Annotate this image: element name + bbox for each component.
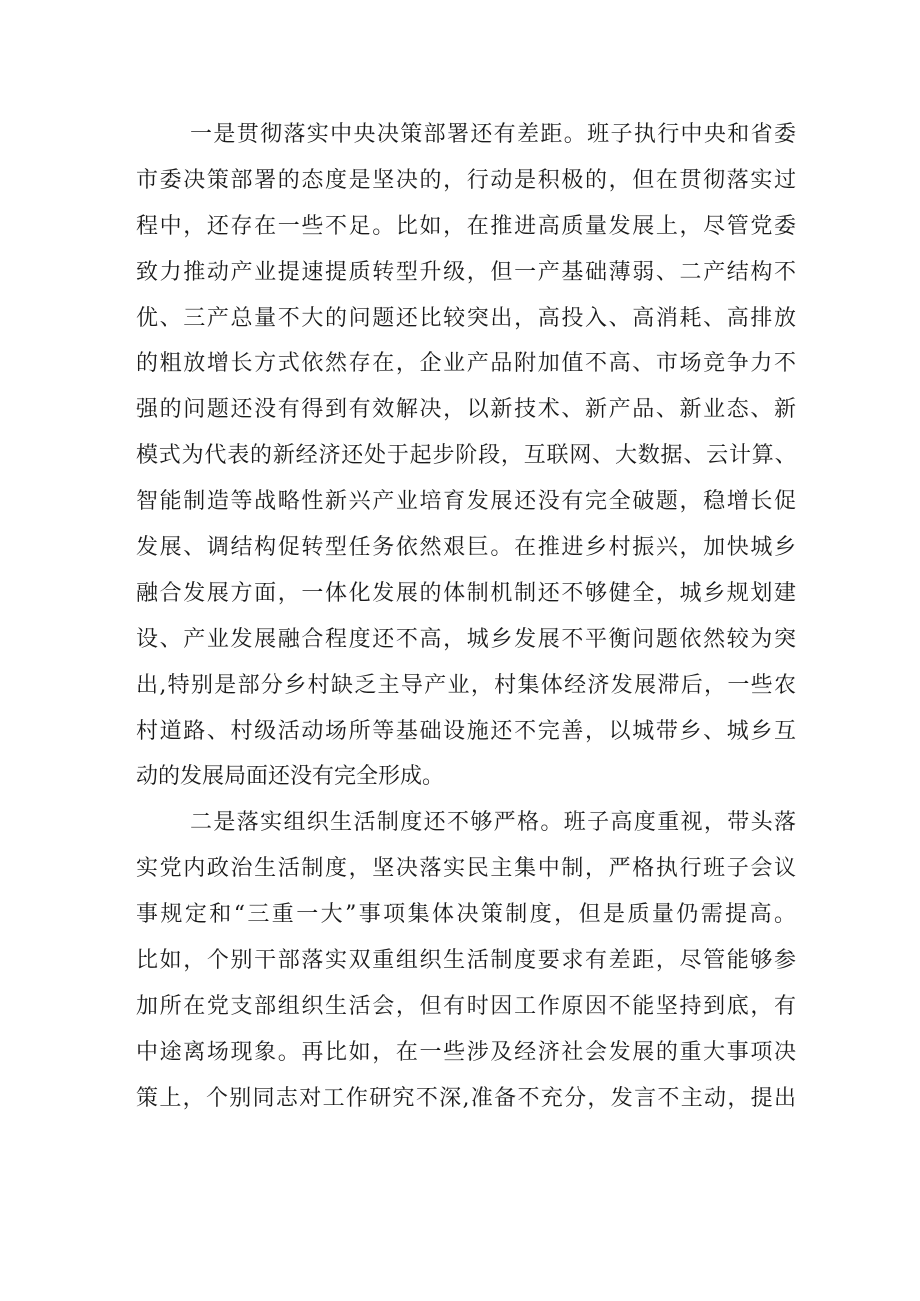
paragraph-1 [136, 112, 796, 800]
paragraph-line: 程中，还存在一些不足。比如，在推进高质量发展上，尽管党委 [136, 213, 796, 239]
paragraph-line: 动的发展局面还没有完全形成。 [136, 764, 445, 790]
paragraph-line: 的粗放增长方式依然存在，企业产品附加值不高、市场竞争力不 [136, 351, 796, 377]
paragraph-line: 中途离场现象。再比如，在一些涉及经济社会发展的重大事项决 [136, 1039, 796, 1065]
paragraph-line: 村道路、村级活动场所等基础设施还不完善，以城带乡、城乡互 [136, 718, 796, 744]
paragraph-line: 二是落实组织生活制度还不够严格。班子高度重视，带头落 [190, 810, 796, 836]
paragraph-line: 设、产业发展融合程度还不高，城乡发展不平衡问题依然较为突 [136, 626, 796, 652]
paragraph-line: 实党内政治生活制度，坚决落实民主集中制，严格执行班子会议 [136, 856, 796, 882]
paragraph-line: 致力推动产业提速提质转型升级，但一产基础薄弱、二产结构不 [136, 259, 796, 285]
paragraph-line: 智能制造等战略性新兴产业培育发展还没有完全破题，稳增长促 [136, 489, 796, 515]
paragraph-line: 事规定和“三重一大”事项集体决策制度，但是质量仍需提高。 [136, 902, 796, 928]
document-body [136, 112, 796, 1122]
paragraph-line: 市委决策部署的态度是坚决的，行动是积极的，但在贯彻落实过 [136, 167, 796, 193]
paragraph-line: 优、三产总量不大的问题还比较突出，高投入、高消耗、高排放 [136, 305, 796, 331]
paragraph-line: 出,特别是部分乡村缺乏主导产业，村集体经济发展滞后，一些农 [136, 672, 796, 698]
paragraph-line: 策上，个别同志对工作研究不深,准备不充分，发言不主动，提出 [136, 1085, 796, 1111]
paragraph-line: 模式为代表的新经济还处于起步阶段，互联网、大数据、云计算、 [136, 443, 796, 469]
paragraph-line: 一是贯彻落实中央决策部署还有差距。班子执行中央和省委 [190, 122, 796, 147]
paragraph-2 [136, 800, 796, 1121]
paragraph-line: 加所在党支部组织生活会，但有时因工作原因不能坚持到底，有 [136, 993, 796, 1019]
paragraph-line: 融合发展方面，一体化发展的体制机制还不够健全，城乡规划建 [136, 580, 796, 606]
paragraph-line: 强的问题还没有得到有效解决，以新技术、新产品、新业态、新 [136, 397, 796, 423]
paragraph-line: 比如，个别干部落实双重组织生活制度要求有差距，尽管能够参 [136, 948, 796, 974]
paragraph-line: 发展、调结构促转型任务依然艰巨。在推进乡村振兴，加快城乡 [136, 535, 796, 561]
